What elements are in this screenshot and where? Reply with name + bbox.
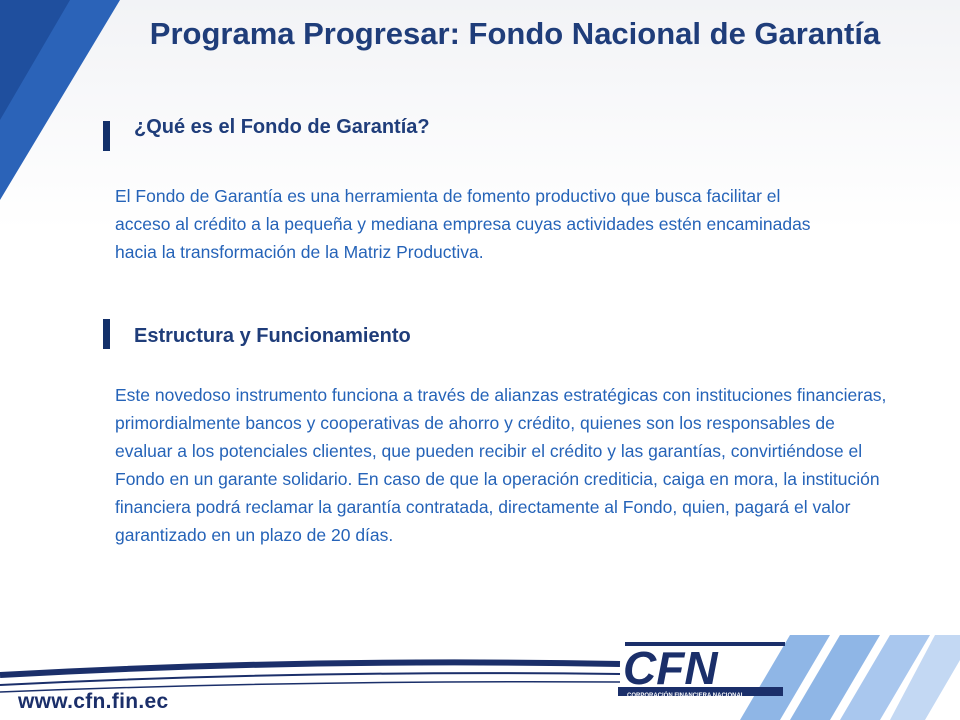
slide-title: Programa Progresar: Fondo Nacional de Garantía (149, 16, 881, 51)
website-url[interactable]: www.cfn.fin.ec (18, 690, 169, 713)
section-marker-1 (103, 121, 110, 151)
section-heading-what-is: ¿Qué es el Fondo de Garantía? (134, 116, 430, 138)
section-body-what-is: El Fondo de Garantía es una herramienta de fomento productivo que busca facilitar el acceso al crédito a la pequeña y mediana empresa cuyas actividades estén encaminadas hacia la transformación de la Matriz Productiva. (115, 186, 811, 262)
section-marker-2 (103, 319, 110, 349)
cfn-logo-subtext: CORPORACIÓN FINANCIERA NACIONAL (627, 693, 745, 699)
cfn-logo-text: CFN (623, 642, 718, 694)
section-body-structure: Este novedoso instrumento funciona a través de alianzas estratégicas con instituciones financieras, primordialmente bancos y cooperativas de ahorro y crédito, quienes son los responsables de evaluar a los potenciales clientes, que pueden recibir el crédito y las garantías, convirtiéndose el Fondo en un garante solidario. En caso de que la operación crediticia, caiga en mora, la institución financiera podrá reclamar la garantía contratada, directamente al Fondo, quien, pagará el valor garantizado en un plazo de 20 días. (115, 385, 887, 545)
section-heading-structure: Estructura y Funcionamiento (134, 325, 411, 347)
cfn-logo (615, 640, 790, 702)
